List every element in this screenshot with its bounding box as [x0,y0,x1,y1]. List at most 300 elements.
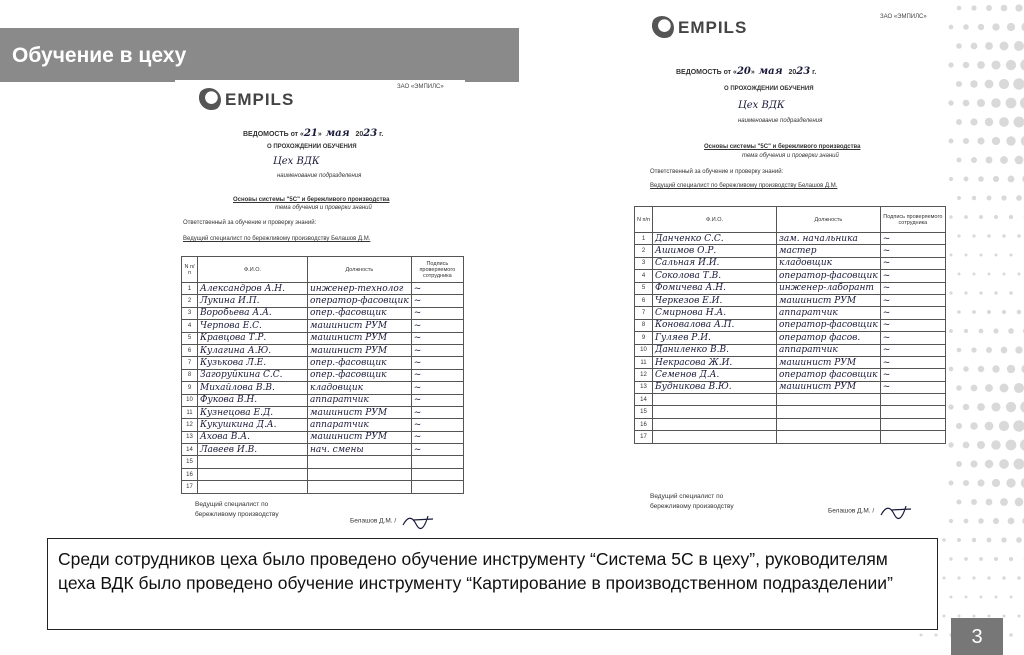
decor-dot [1014,117,1024,128]
department-name: Цех ВДК [273,156,320,167]
decor-dot [1015,346,1022,353]
row-name: Сальная И.И. [653,257,777,269]
decor-dot [956,385,962,391]
decor-dot [949,481,954,486]
decor-dot [956,119,962,125]
decor-dot [1014,383,1024,393]
decor-dot [964,253,967,256]
signature-icon [876,500,916,522]
row-number: 17 [182,481,198,493]
decor-dot [979,215,983,219]
decor-dot [999,459,1009,469]
decor-dot [964,177,969,182]
department-caption: наименование подразделения [738,118,823,124]
decor-dot [957,538,961,542]
row-number: 1 [635,233,653,245]
row-position: кладовщик [777,257,881,269]
decor-dot [964,291,967,294]
decor-dot [1017,272,1020,275]
decor-dot [963,24,969,30]
row-signature: ~ [880,319,945,331]
table-row [182,394,464,406]
decor-dot [963,442,970,449]
row-number: 15 [182,456,198,468]
table-row [635,233,946,245]
decor-dot [1009,215,1013,219]
decor-dot [979,595,982,598]
row-name [653,394,777,406]
row-number: 4 [635,270,653,282]
row-position: оператор фасовщик [777,369,881,381]
row-position: опер.-фасовщик [308,369,412,381]
row-number: 13 [182,431,198,443]
table-row [635,344,946,356]
decor-dot [1014,459,1024,470]
row-position [308,481,412,493]
decor-dot [1017,310,1022,315]
decor-dot [1020,59,1024,71]
table-row [182,307,464,319]
decor-dot [977,403,985,411]
slide-caption: Среди сотрудников цеха было проведено обучение инструменту “Система 5С в цеху”, руководителям цеха ВДК было проведено обучение инструменту “Картирование в производственном подразделении” [47,538,938,630]
row-signature [411,468,463,480]
row-position [777,431,881,443]
row-name: Загоруйкина С.С. [198,369,308,381]
row-signature: ~ [411,369,463,381]
empils-logo: EMPILS [650,16,747,40]
decor-dot [979,557,983,561]
decor-dot [964,557,968,561]
decor-dot [994,215,998,219]
decor-dot [1020,439,1024,451]
row-signature: ~ [411,357,463,369]
department-caption: наименование подразделения [277,173,362,179]
decor-dot [964,519,969,524]
decor-dot [999,117,1009,127]
row-name: Воробьева А.А. [198,307,308,319]
row-position: зам. начальника [777,233,881,245]
decor-dot [1002,234,1005,237]
table-row [635,257,946,269]
decor-dot [972,576,975,579]
row-signature: ~ [411,394,463,406]
decor-dot [994,595,997,598]
row-position: машинист РУМ [308,332,412,344]
row-position: оператор фасов. [777,332,881,344]
table-row [635,381,946,393]
decor-dot [942,538,946,542]
decor-dot [948,100,953,105]
decor-dot [1002,310,1006,314]
statement-subtitle: О ПРОХОЖДЕНИИ ОБУЧЕНИЯ [724,86,814,92]
row-position: аппаратчик [777,344,881,356]
decor-dot [1001,195,1006,200]
row-name: Семенов Д.А. [653,369,777,381]
decor-dot [971,347,976,352]
decor-dot [1006,440,1017,451]
attendance-table-left [181,256,464,494]
table-row [182,468,464,480]
statement-document-left [175,80,465,530]
decor-dot [987,576,990,579]
decor-dot [949,215,952,218]
row-position: машинист РУМ [308,406,412,418]
decor-dot [972,196,976,200]
decor-dot [1000,498,1008,506]
row-position: машинист РУМ [777,294,881,306]
row-position: оператор-фасовщик [777,270,881,282]
decor-dot [1000,156,1008,164]
decor-dot [985,118,993,126]
decor-dot [991,440,1000,449]
row-number: 2 [635,245,653,257]
row-number: 11 [182,406,198,418]
row-number: 16 [635,418,653,430]
row-number: 14 [635,394,653,406]
row-number: 12 [635,369,653,381]
decor-dot [979,329,984,334]
table-row [182,320,464,332]
decor-dot [1001,537,1006,542]
row-number: 9 [635,332,653,344]
table-row [182,283,464,295]
decor-dot [970,422,977,429]
row-name [653,418,777,430]
row-name: Михайлова В.В. [198,382,308,394]
table-row [635,394,946,406]
decor-dot [957,576,960,579]
row-signature: ~ [411,344,463,356]
row-signature: ~ [411,431,463,443]
decor-dot [1000,42,1009,51]
row-number: 10 [635,344,653,356]
table-row [635,319,946,331]
row-number: 10 [182,394,198,406]
row-number: 7 [635,307,653,319]
decor-dot [971,43,978,50]
row-name: Кравцова Т.Р. [198,332,308,344]
decor-dot [956,499,961,504]
row-signature: ~ [880,233,945,245]
row-signature [880,418,945,430]
row-signature: ~ [880,245,945,257]
decor-dot [992,479,1000,487]
row-name: Лукина И.П. [198,295,308,307]
decor-dot [970,80,977,87]
decor-dot [1013,78,1024,89]
row-signature: ~ [411,307,463,319]
decor-dot [1017,576,1021,580]
decor-dot [1017,614,1020,617]
row-position: машинист РУМ [308,344,412,356]
training-topic: Основы системы "5С" и бережливого производства [704,144,861,150]
table-row [635,270,946,282]
decor-dot [993,328,998,333]
decor-dot [991,98,1000,107]
row-position: опер.-фасовщик [308,357,412,369]
decor-dot [1008,328,1014,334]
decor-dot [1015,156,1024,165]
row-name [198,481,308,493]
page-number: 3 [951,618,1003,655]
row-number: 8 [182,369,198,381]
decor-dot [956,423,962,429]
row-signature [411,456,463,468]
decor-dot [963,62,970,69]
decor-dot [993,176,999,182]
decor-dot [963,100,970,107]
training-topic-caption: тема обучения и проверки знаний [275,205,372,211]
row-position: машинист РУМ [308,431,412,443]
table-row [635,332,946,344]
row-signature: ~ [411,295,463,307]
row-signature: ~ [411,283,463,295]
row-name: Некрасова Ж.И. [653,356,777,368]
row-position: инженер-технолог [308,283,412,295]
decor-dot [1007,365,1015,373]
empils-logo: EMPILS [197,88,294,112]
decor-dot [972,272,975,275]
table-row [635,294,946,306]
row-name: Будникова В.Ю. [653,381,777,393]
row-number: 5 [182,332,198,344]
row-signature: ~ [880,307,945,319]
row-position [777,418,881,430]
decor-dot [991,402,1000,411]
row-position: аппаратчик [777,307,881,319]
decor-dot [957,272,960,275]
decor-dot [1006,478,1015,487]
responsible-person: Ведущий специалист по бережливому производству Белашов Д.М. [650,183,838,189]
decor-dot [972,234,975,237]
row-name [198,456,308,468]
row-position [777,406,881,418]
statement-date-line: ВЕДОМОСТЬ от «21» мая 2023 г. [243,128,384,139]
decor-dot [957,348,962,353]
row-signature [880,406,945,418]
table-row [182,357,464,369]
decor-dot [1016,537,1022,543]
decor-dot [1015,498,1024,507]
row-name: Смирнова Н.А. [653,307,777,319]
decor-dot [1002,272,1005,275]
footer-signer: Белашов Д.М. / [828,500,916,522]
row-signature: ~ [411,332,463,344]
decor-dot [994,291,997,294]
decor-dot [1016,195,1022,201]
row-signature: ~ [411,406,463,418]
row-position: аппаратчик [308,419,412,431]
row-position [777,394,881,406]
row-name: Кукушкина Д.А. [198,419,308,431]
decor-dot [992,365,999,372]
row-name: Черкезов Е.И. [653,294,777,306]
table-row [635,418,946,430]
row-position: машинист РУМ [777,381,881,393]
row-signature: ~ [880,257,945,269]
empils-logo-icon [197,88,221,112]
statement-date-line: ВЕДОМОСТЬ от «20» мая 2023 г. [676,66,817,77]
decor-dot [991,60,1000,69]
footer-title: Ведущий специалист по бережливому производству [650,493,734,510]
decor-dot [948,442,953,447]
row-signature: ~ [880,332,945,344]
table-row [182,344,464,356]
decor-dot [987,234,990,237]
row-signature: ~ [411,320,463,332]
decor-dot [986,347,992,353]
row-position: опер.-фасовщик [308,307,412,319]
col-header-signature: Подпись проверяемого сотрудника [880,207,945,233]
decor-dot [957,310,961,314]
decor-dot [956,461,962,467]
decor-dot [949,139,954,144]
row-number: 9 [182,382,198,394]
decor-dot [1009,557,1013,561]
decor-dot [971,5,976,10]
decor-dot [1014,41,1024,51]
row-name: Черпова Е.С. [198,320,308,332]
row-position: машинист РУМ [777,356,881,368]
decor-dot [986,499,993,506]
decor-dot [977,61,985,69]
decor-dot [985,42,993,50]
row-signature: ~ [880,381,945,393]
row-signature: ~ [411,382,463,394]
row-number: 11 [635,356,653,368]
row-number: 7 [182,357,198,369]
decor-dot [1006,98,1017,109]
slide-title: Обучение в цеху [0,28,519,82]
decor-dot [979,291,982,294]
decor-dot [986,5,992,11]
decor-dot [1006,60,1016,70]
decor-dot [992,23,999,30]
decor-dot [978,176,984,182]
row-signature: ~ [411,444,463,456]
decor-dot [964,595,967,598]
decor-dot [985,460,993,468]
decor-dot [992,137,1000,145]
row-name: Кузнецова Е.Д. [198,406,308,418]
decor-dot [956,81,962,87]
decor-dot [1006,402,1016,412]
row-position: оператор-фасовщик [308,295,412,307]
decor-dot [1009,595,1012,598]
table-row [635,406,946,418]
statement-document-right [628,6,948,526]
row-number: 5 [635,282,653,294]
row-signature: ~ [880,344,945,356]
decor-dot [957,196,961,200]
decor-dot [1006,136,1015,145]
table-row [182,332,464,344]
decor-dot [977,479,984,486]
table-row [182,369,464,381]
row-position: кладовщик [308,382,412,394]
row-position: аппаратчик [308,394,412,406]
col-header-position: Должность [308,257,412,283]
decor-dot [956,43,962,49]
decor-dot [920,634,923,637]
col-header-number: N п/п [635,207,653,233]
row-name [653,431,777,443]
row-number: 4 [182,320,198,332]
decor-dot [987,310,991,314]
decor-dot [1008,176,1015,183]
decor-dot [994,557,998,561]
decor-dot [948,404,953,409]
statement-subtitle: О ПРОХОЖДЕНИИ ОБУЧЕНИЯ [267,144,357,150]
row-position [308,468,412,480]
row-name: Фукова В.Н. [198,394,308,406]
decor-dot [1009,291,1013,295]
decor-dot [1020,97,1024,109]
row-name: Александров А.Н. [198,283,308,295]
row-name: Фомичева А.Н. [653,282,777,294]
table-row [182,456,464,468]
decor-dot [977,441,985,449]
table-row [635,356,946,368]
decor-dot [949,291,952,294]
decor-dot [1001,5,1008,12]
row-signature: ~ [880,369,945,381]
row-number: 3 [182,307,198,319]
decor-dot [977,99,985,107]
decor-dot [985,384,993,392]
row-name: Даниленко В.В. [653,344,777,356]
decor-dot [942,576,945,579]
col-header-signature: Подпись проверяемого сотрудника [411,257,463,283]
row-signature [411,481,463,493]
col-header-number: N п/п [182,257,198,283]
decor-dot [1007,23,1015,31]
row-signature: ~ [880,270,945,282]
row-number: 16 [182,468,198,480]
footer-signer: Белашов Д.М. / [350,510,438,532]
row-number: 14 [182,444,198,456]
table-row [182,431,464,443]
decor-dot [963,366,969,372]
attendance-table-right [634,206,946,444]
row-number: 12 [182,419,198,431]
decor-dot [963,480,969,486]
responsible-label: Ответственный за обучение и проверку знаний: [650,169,784,175]
col-header-position: Должность [777,207,881,233]
decor-dot [977,137,984,144]
decor-dot [1008,518,1015,525]
table-row [182,481,464,493]
company-name: ЗАО «ЭМПИЛС» [880,14,927,20]
training-topic-caption: тема обучения и проверки знаний [742,153,839,159]
decor-dot [1015,4,1022,11]
decor-dot [999,421,1009,431]
decor-dot [978,24,984,30]
row-name [198,468,308,480]
decor-dot [964,215,968,219]
decor-dot [963,138,969,144]
decor-dot [972,310,976,314]
row-signature [880,431,945,443]
decor-dot [985,80,994,89]
row-name [653,406,777,418]
decor-dot [1009,253,1012,256]
decor-dot [971,385,978,392]
department-name: Цех ВДК [738,100,785,111]
decor-dot [1000,384,1009,393]
row-name: Кулагина А.Ю. [198,344,308,356]
decor-dot [985,422,994,431]
